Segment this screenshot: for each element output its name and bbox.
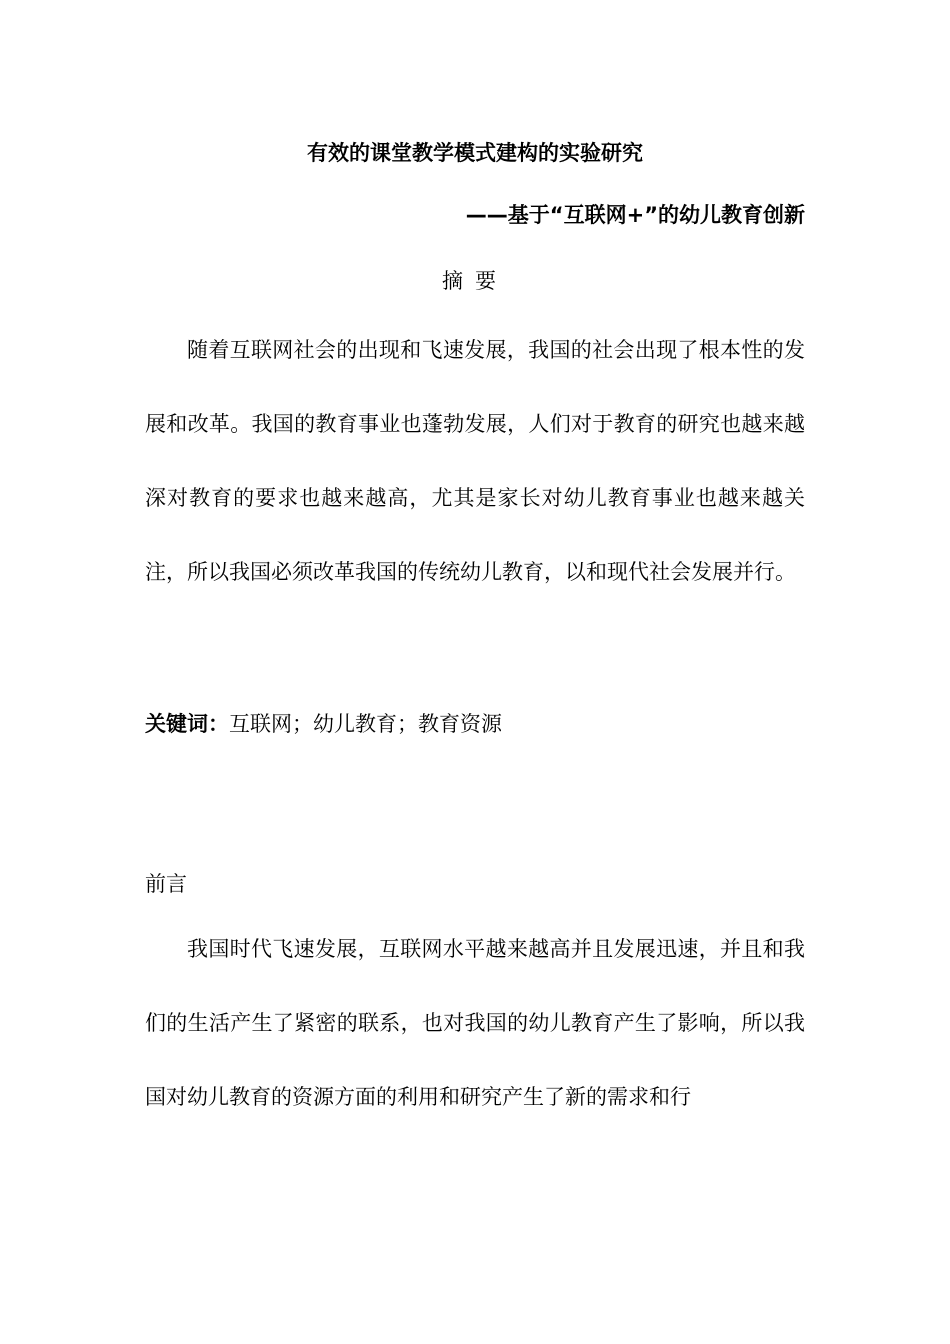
foreword-paragraph: 我国时代飞速发展，互联网水平越来越高并且发展迅速，并且和我们的生活产生了紧密的联系，也对我国的幼儿教育产生了影响，所以我国对幼儿教育的资源方面的利用和研究产生了新的需求和行 bbox=[145, 937, 805, 1109]
foreword-heading: 前言 bbox=[145, 872, 187, 896]
keywords-line bbox=[145, 708, 502, 740]
document-subtitle: ——基于“互联网+”的幼儿教育创新 bbox=[465, 203, 805, 227]
abstract-paragraph: 随着互联网社会的出现和飞速发展，我国的社会出现了根本性的发展和改革。我国的教育事业也蓬勃发展，人们对于教育的研究也越来越深对教育的要求也越来越高，尤其是家长对幼儿教育事业也越来越关注，所以我国必须改革我国的传统幼儿教育，以和现代社会发展并行。 bbox=[145, 338, 805, 584]
keywords-label: 关键词： bbox=[145, 712, 229, 736]
abstract-heading: 摘要 bbox=[442, 269, 508, 293]
document-title: 有效的课堂教学模式建构的实验研究 bbox=[307, 141, 643, 165]
keywords-value: 互联网；幼儿教育；教育资源 bbox=[229, 712, 502, 736]
